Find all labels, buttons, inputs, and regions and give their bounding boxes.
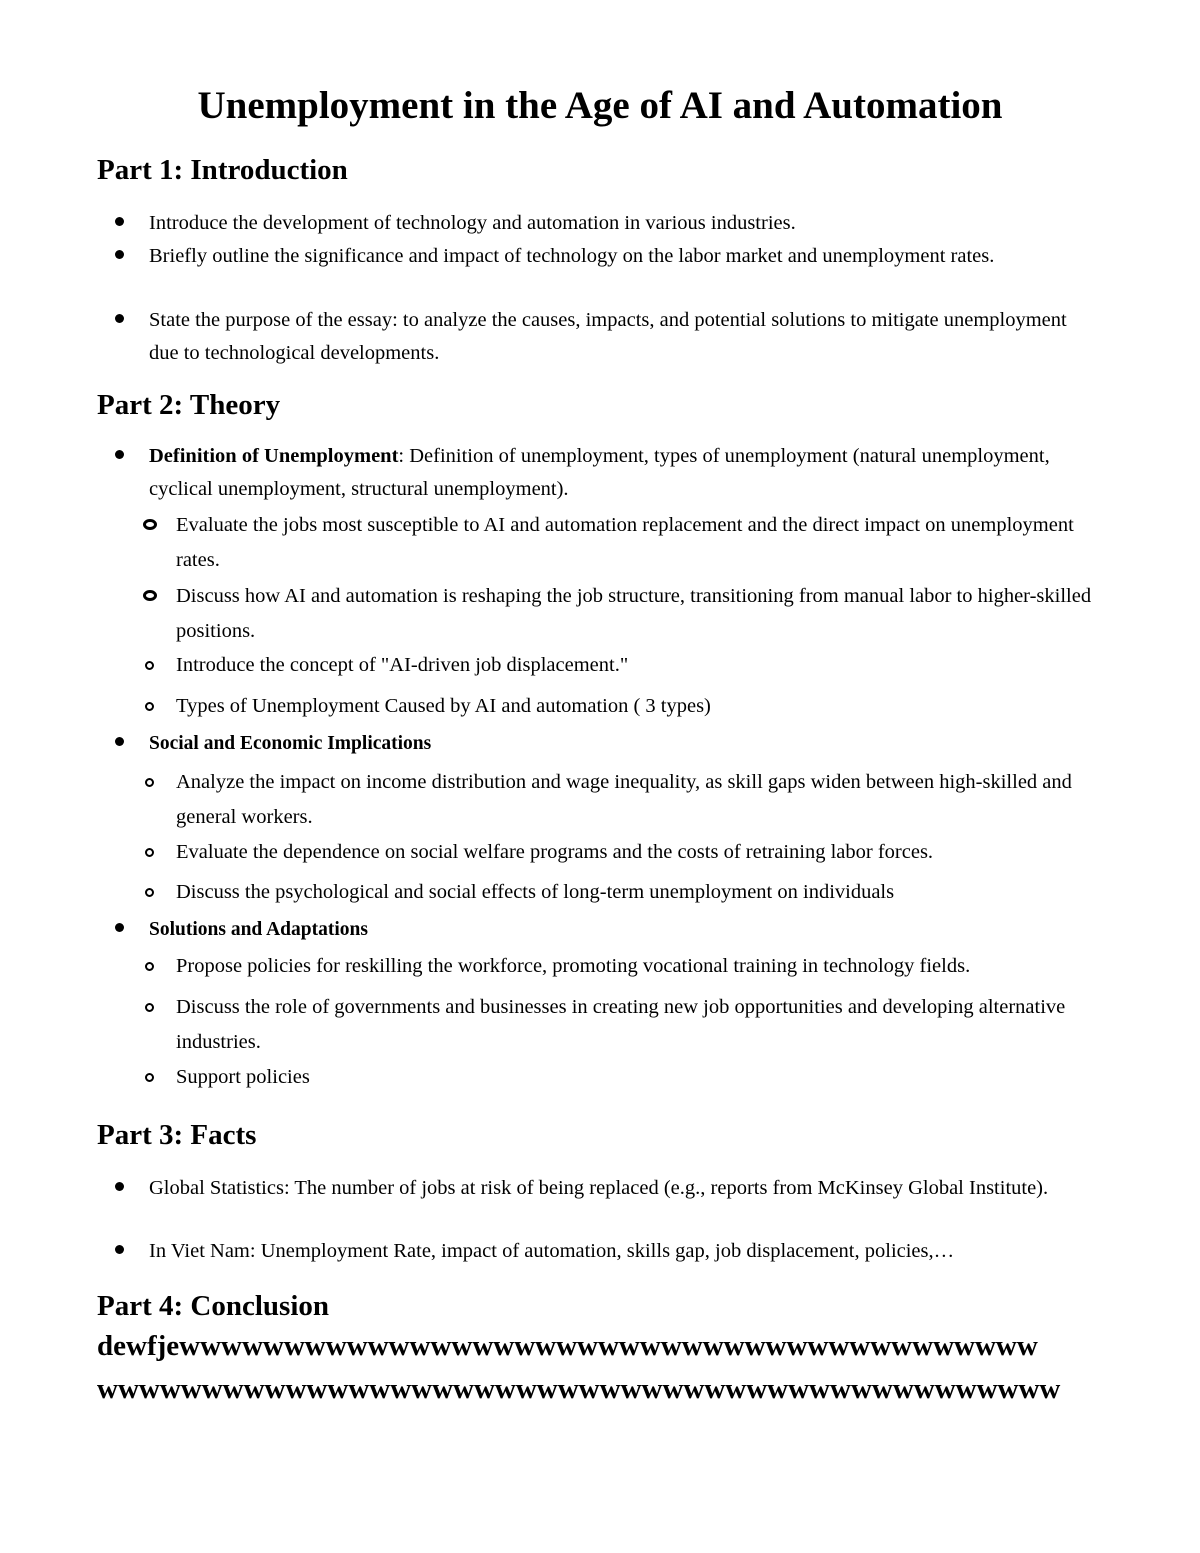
sub-bullet-icon [145,661,154,670]
sub-bullet-icon [143,519,157,530]
sub-bullet-icon [145,848,154,857]
part4-heading: Part 4: Conclusion [97,1290,329,1322]
definition-sub-item: Introduce the concept of "AI-driven job displacement." [176,654,629,676]
social-sub-item: Discuss the psychological and social effects of long-term unemployment on individuals [176,881,895,903]
definition-item [149,440,1099,506]
solutions-sub-item: Support policies [176,1066,310,1088]
bullet-icon [115,250,124,259]
sub-bullet-icon [145,888,154,897]
conclusion-line: dewfjewwwwwwwwwwwwwwwwwwwwwwwwwwwwwwwwwwwwwwwww [97,1330,1038,1362]
bullet-icon [115,1245,124,1254]
sub-bullet-icon [145,778,154,787]
definition-lead: Definition of Unemployment [149,445,399,467]
sub-bullet-icon [145,1073,154,1082]
bullet-icon [115,737,124,746]
definition-text: : Definition of unemployment, types of unemployment (natural unemployment, cyclical unemployment, structural unemployment). [149,445,1050,500]
document-title: Unemployment in the Age of AI and Automation [197,84,1003,127]
part3-heading: Part 3: Facts [97,1119,257,1151]
bullet-icon [115,1182,124,1191]
bullet-icon [115,923,124,932]
part1-item: Introduce the development of technology and automation in various industries. [149,212,796,234]
social-sub-item: Analyze the impact on income distribution and wage inequality, as skill gaps widen between high-skilled and general workers. [176,771,1072,828]
part3-item: In Viet Nam: Unemployment Rate, impact of automation, skills gap, job displacement, policies,… [149,1240,955,1262]
bullet-icon [115,217,124,226]
conclusion-line: wwwwwwwwwwwwwwwwwwwwwwwwwwwwwwwwwwwwwwwwwwwwww [97,1373,1061,1405]
part1-item: State the purpose of the essay: to analyze the causes, impacts, and potential solutions to mitigate unemployment due to technological developments. [149,309,1067,364]
sub-bullet-icon [145,962,154,971]
part2-heading: Part 2: Theory [97,389,281,421]
sub-bullet-icon [145,1003,154,1012]
part1-heading: Part 1: Introduction [97,154,348,186]
part1-item: Briefly outline the significance and impact of technology on the labor market and unemployment rates. [149,245,995,267]
solutions-lead: Solutions and Adaptations [149,919,368,940]
sub-bullet-icon [143,590,157,601]
definition-sub-item: Discuss how AI and automation is reshaping the job structure, transitioning from manual labor to higher-skilled positions. [176,585,1092,642]
definition-sub-item: Evaluate the jobs most susceptible to AI and automation replacement and the direct impact on unemployment rates. [176,514,1074,571]
social-lead: Social and Economic Implications [149,733,432,754]
sub-bullet-icon [145,702,154,711]
part3-item: Global Statistics: The number of jobs at risk of being replaced (e.g., reports from McKinsey Global Institute). [149,1177,1049,1199]
definition-sub-item: Types of Unemployment Caused by AI and automation ( 3 types) [176,695,711,717]
bullet-icon [115,314,124,323]
bullet-icon [115,450,124,459]
solutions-sub-item: Discuss the role of governments and businesses in creating new job opportunities and developing alternative industries. [176,996,1066,1053]
social-sub-item: Evaluate the dependence on social welfare programs and the costs of retraining labor forces. [176,841,934,863]
solutions-sub-item: Propose policies for reskilling the workforce, promoting vocational training in technology fields. [176,955,971,977]
